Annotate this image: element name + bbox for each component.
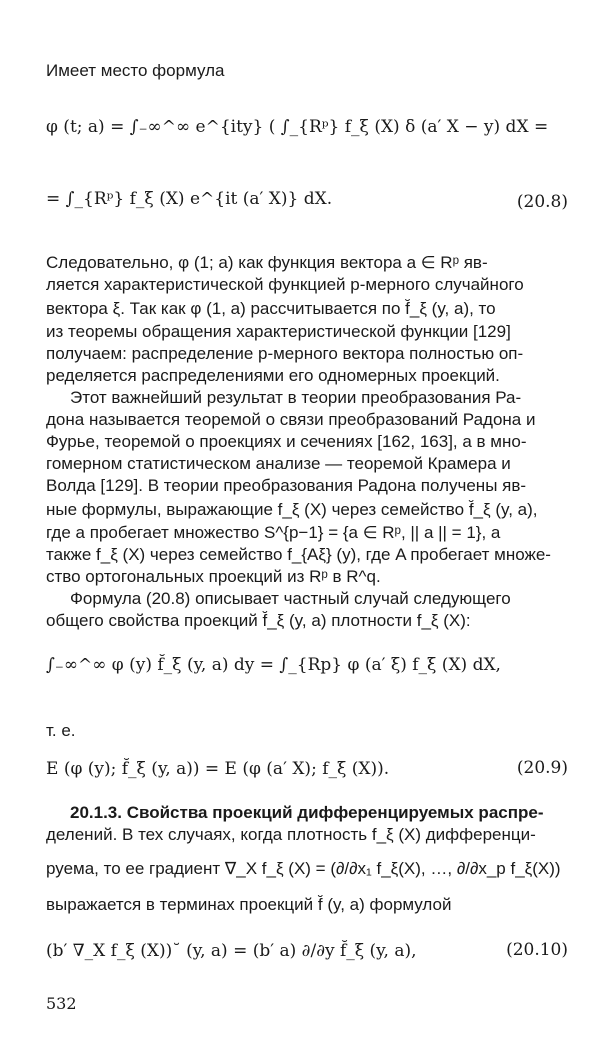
text-line-2 [46,252,568,274]
text-line-19-content: т. е. [46,721,76,740]
section-heading-line-1 [70,802,568,824]
text-line-19 [46,720,568,742]
equation-line-2 [46,188,568,210]
text-line-4-content: вектора ξ. Так как φ (1, а) рассчитывается по f̆_ξ (y, a), то [46,299,496,318]
equation-line-4-content: E (φ (y); f̆_ξ (y, a)) = E (φ (a′ X); f_ξ (X)). [46,759,390,779]
section-heading-line-1-content: 20.1.3. Свойства проекций дифференцируемых распре- [70,803,544,822]
text-line-21-content: руема, то ее градиент ∇_X f_ξ (X) = (∂/∂x₁ f_ξ(X), …, ∂/∂x_p f_ξ(X)) [46,859,561,878]
text-line-22 [46,894,568,916]
text-line-12 [46,475,568,497]
equation-line-3 [46,654,568,676]
text-line-11-content: гомерном статистическом анализе — теоремой Крамера и [46,454,511,473]
text-line-18 [46,610,568,632]
text-line-17 [70,588,568,610]
text-line-18-content: общего свойства проекций f̆_ξ (y, a) плотности f_ξ (X): [46,611,471,630]
text-line-22-content: выражается в терминах проекций f̆ (y, a) формулой [46,895,452,914]
text-line-2-content: Следовательно, φ (1; а) как функция вектора a ∈ Rᵖ яв- [46,253,488,272]
text-line-17-content: Формула (20.8) описывает частный случай следующего [70,589,511,608]
text-line-14-content: где а пробегает множество S^{p−1} = {a ∈ Rᵖ, || a || = 1}, а [46,523,501,542]
equation-line-5-content: (b′ ∇_X f_ξ (X))˘ (y, a) = (b′ a) ∂/∂y f̆_ξ (y, a), [46,941,417,961]
text-line-5 [46,321,568,343]
text-line-9 [46,409,568,431]
text-line-14 [46,522,568,544]
text-line-20-content: делений. В тех случаях, когда плотность f_ξ (X) дифференци- [46,825,536,844]
equation-line-2-content: = ∫_{Rᵖ} f_ξ (X) e^{it (a′ X)} dX. [46,189,333,209]
text-line-15 [46,544,568,566]
text-line-6-content: получаем: распределение p-мерного вектора полностью оп- [46,344,524,363]
equation-number-20-10: (20.10) [506,940,568,960]
text-line-10 [46,431,568,453]
text-line-10-content: Фурье, теоремой о проекциях и сечениях [162, 163], а в мно- [46,432,527,451]
equation-number-20-8: (20.8) [516,192,568,212]
text-line-7-content: ределяется распределениями его одномерных проекций. [46,366,500,385]
text-line-8 [70,387,568,409]
equation-line-4 [46,758,568,780]
text-line-6 [46,343,568,365]
text-line-11 [46,453,568,475]
text-line-1-content: Имеет место формула [46,61,225,80]
text-line-8-content: Этот важнейший результат в теории преобразования Ра- [70,388,522,407]
text-line-16-content: ство ортогональных проекций из Rᵖ в R^q. [46,567,381,586]
text-line-16 [46,566,568,588]
text-line-12-content: Волда [129]. В теории преобразования Радона получены яв- [46,476,527,495]
equation-line-5 [46,940,568,962]
equation-line-1 [46,116,568,138]
text-line-15-content: также f_ξ (X) через семейство f_{Aξ} (y), где A пробегает множе- [46,545,551,564]
text-line-1 [46,60,568,82]
equation-line-1-content: φ (t; a) = ∫₋∞^∞ e^{ity} ( ∫_{Rᵖ} f_ξ (X) δ (a′ X − y) dX = [46,117,549,137]
equation-number-20-9: (20.9) [516,758,568,778]
text-line-3 [46,274,568,296]
text-line-21 [46,858,568,880]
text-line-13-content: ные формулы, выражающие f_ξ (X) через семейство f̆_ξ (y, a), [46,500,538,519]
text-line-13 [46,499,568,521]
text-line-4 [46,298,568,320]
text-line-7 [46,365,568,387]
page-number: 532 [46,994,77,1013]
text-line-9-content: дона называется теоремой о связи преобразований Радона и [46,410,536,429]
text-line-3-content: ляется характеристической функцией p-мерного случайного [46,275,524,294]
text-line-20 [46,824,568,846]
text-line-5-content: из теоремы обращения характеристической функции [129] [46,322,511,341]
equation-line-3-content: ∫₋∞^∞ φ (y) f̆_ξ (y, a) dy = ∫_{Rp} φ (a′ ξ) f_ξ (X) dX, [46,655,501,675]
